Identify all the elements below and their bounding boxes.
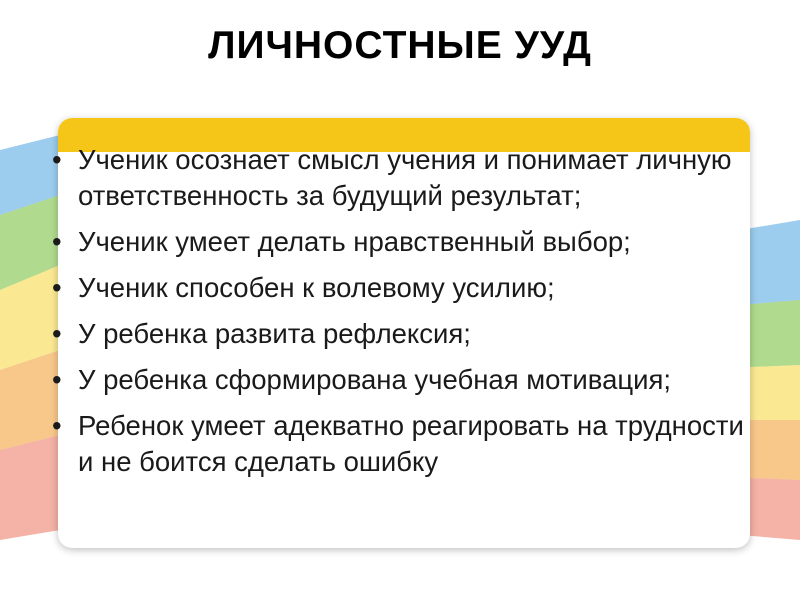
bullet-text: Ученик осознает смысл учения и понимает личную ответственность за будущий результат; (78, 144, 732, 211)
bullet-text: У ребенка сформирована учебная мотивация; (78, 364, 672, 395)
list-item (52, 224, 752, 260)
list-item (52, 316, 752, 352)
list-item (52, 142, 752, 214)
bullet-icon: • (52, 144, 62, 175)
list-item (52, 270, 752, 306)
bullet-text: Ребенок умеет адекватно реагировать на трудности и не боится сделать ошибку (78, 410, 744, 477)
bullet-icon: • (52, 410, 62, 441)
slide-title: ЛИЧНОСТНЫЕ УУД (208, 24, 592, 67)
list-item (52, 408, 752, 480)
bullet-icon: • (52, 318, 62, 349)
bullet-text: Ученик способен к волевому усилию; (78, 272, 555, 303)
bullet-list (52, 142, 752, 490)
bullet-text: У ребенка развита рефлексия; (78, 318, 471, 349)
bullet-text: Ученик умеет делать нравственный выбор; (78, 226, 631, 257)
list-item (52, 362, 752, 398)
bullet-icon: • (52, 364, 62, 395)
bullet-icon: • (52, 226, 62, 257)
bullet-icon: • (52, 272, 62, 303)
